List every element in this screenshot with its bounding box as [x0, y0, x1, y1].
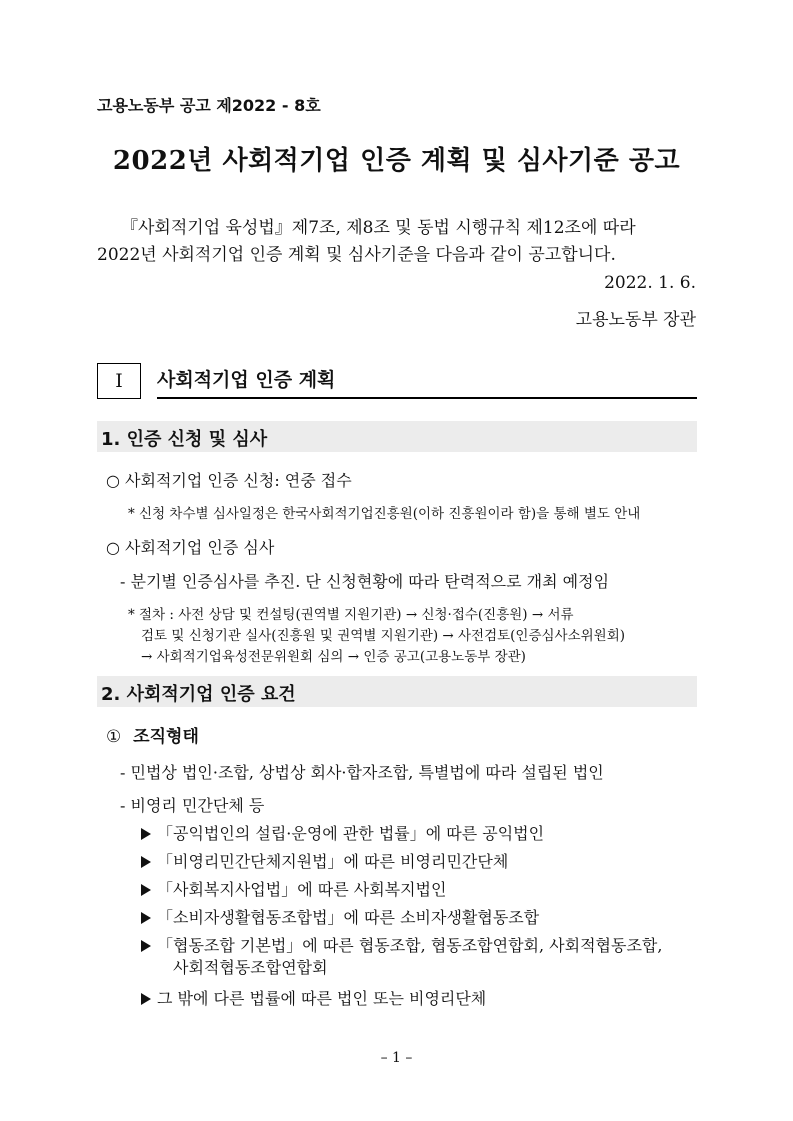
- notice-date: 2022. 1. 6.: [604, 273, 696, 293]
- intro-line-1: 『사회적기업 육성법』제7조, 제8조 및 동법 시행규칙 제12조에 따라: [121, 218, 636, 238]
- page-number: – 1 –: [380, 1050, 413, 1066]
- note-procedure-2: 검토 및 신청기관 실사(진흥원 및 권역별 지원기관) → 사전검토(인증심사소위원회): [141, 628, 626, 644]
- dash-quarterly: - 분기별 인증심사를 추진. 단 신청현황에 따라 탄력적으로 개최 예정임: [120, 572, 610, 591]
- triangle-bullet-icon: [141, 993, 151, 1005]
- bullet-review: ○ 사회적기업 인증 심사: [106, 538, 275, 557]
- notice-number: 고용노동부 공고 제2022 - 8호: [97, 96, 321, 115]
- list-item: 「공익법인의 설립·운영에 관한 법률」에 따른 공익법인: [141, 821, 544, 844]
- triangle-bullet-icon: [141, 856, 151, 868]
- list-item: 그 밖에 다른 법률에 따른 법인 또는 비영리단체: [141, 986, 486, 1009]
- triangle-bullet-icon: [141, 828, 151, 840]
- triangle-bullet-icon: [141, 940, 151, 952]
- chapter-heading: [97, 363, 697, 399]
- dash-corporations: - 민법상 법인·조합, 상법상 회사·합자조합, 특별법에 따라 설립된 법인: [120, 763, 604, 782]
- document-title: 2022년 사회적기업 인증 계획 및 심사기준 공고: [112, 146, 681, 176]
- list-item-continuation: 사회적협동조합연합회: [173, 958, 328, 977]
- triangle-bullet-icon: [141, 884, 151, 896]
- bullet-application: ○ 사회적기업 인증 신청: 연중 접수: [106, 471, 352, 490]
- section-1-title: 1. 인증 신청 및 심사: [101, 429, 268, 450]
- dash-nonprofits: - 비영리 민간단체 등: [120, 796, 265, 815]
- list-item: 「사회복지사업법」에 따른 사회복지법인: [141, 877, 446, 900]
- list-item: 「소비자생활협동조합법」에 따른 소비자생활협동조합: [141, 905, 539, 928]
- issuer: 고용노동부 장관: [575, 310, 696, 330]
- list-item: 「비영리민간단체지원법」에 따른 비영리민간단체: [141, 849, 508, 872]
- intro-line-2: 2022년 사회적기업 인증 계획 및 심사기준을 다음과 같이 공고합니다.: [97, 245, 616, 265]
- list-item: 「협동조합 기본법」에 따른 협동조합, 협동조합연합회, 사회적협동조합,: [141, 933, 662, 956]
- section-2-title: 2. 사회적기업 인증 요건: [101, 684, 296, 705]
- chapter-number: Ⅰ: [97, 363, 141, 399]
- note-procedure-1: * 절차 : 사전 상담 및 컨설팅(권역별 지원기관) → 신청·접수(진흥원) → 서류: [128, 607, 574, 623]
- subheading-organization: [106, 722, 199, 747]
- triangle-bullet-icon: [141, 912, 151, 924]
- circle-number: ①: [106, 727, 122, 747]
- chapter-title: 사회적기업 인증 계획: [157, 363, 697, 399]
- subheading-text: 조직형태: [133, 727, 199, 747]
- note-schedule: * 신청 차수별 심사일정은 한국사회적기업진흥원(이하 진흥원이라 함)을 통해 별도 안내: [128, 506, 641, 522]
- note-procedure-3: → 사회적기업육성전문위원회 심의 → 인증 공고(고용노동부 장관): [141, 649, 526, 665]
